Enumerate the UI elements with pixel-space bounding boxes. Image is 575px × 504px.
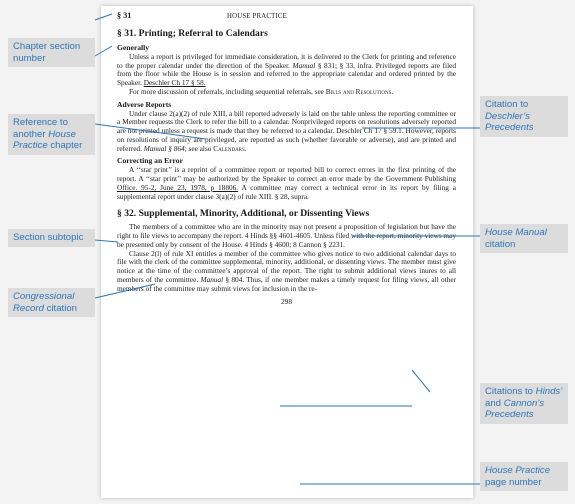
annotation-hinds-cannon-citations: Citations to Hinds’ and Cannon’s Precedents [480,383,568,424]
house-manual-citation: Manual § 864 [143,143,185,153]
chapter-reference: Bills and Resolutions. [325,86,394,96]
subtopic-adverse-reports: Adverse Reports [117,99,172,109]
header-section-number: § 31 [117,11,132,20]
leader-line-chapter-section [95,14,112,20]
subtopic-correcting-error: Correcting an Error [117,156,183,166]
annotation-house-manual-citation: House Manual citation [480,224,568,253]
annotation-deschler-citation: Citation to Deschler’s Precedents [480,96,568,137]
paragraph: Under clause 2(a)(2) of rule XIII, a bill reported adversely is laid on the table unless the reporting committee or a Member requests the Clerk to refer the bill to a calendar. Nonprivileged reports on resolutions adversely reported are not printed unless a request is made that they be referred to a calendar. Deschler Ch 17 § 59.1. However, reports on resolutions of inquiry are privileged, are reported as such (whether favorable or adverse), and are printed and referred. Manual § 864; see also Calendars. [117,108,456,153]
leader-line-cong-record [95,284,155,298]
header-running-title: HOUSE PRACTICE [227,13,288,20]
paragraph: Clause 2(l) of rule XI entitles a member of the committee who gives notice to two additional calendar days to file with the clerk of the committee supplemental, minority, additional, or dissenting views. The member must give notice at the time of the committee’s approval of the report. The right to submit additional views inures to all members of the committee. Manual § 804. Thus, if one member makes a timely request for filing views, all other members of the committee may submit views for inclusion in the re- [117,248,456,293]
annotation-page-number: House Practice page number [480,462,568,491]
section-32-title: § 32. Supplemental, Minority, Additional, or Dissenting Views [117,208,370,220]
deschler-citation: Deschler Ch 17 § 58. [143,78,206,87]
annotation-section-subtopic: Section subtopic [8,229,95,247]
leader-line-reference [95,124,206,139]
annotation-chapter-section-number: Chapter section number [8,38,95,67]
leader-line-hinds-a [412,370,430,392]
leader-line-chapter-section-2 [95,46,112,56]
paragraph: Unless a report is privileged for immediate consideration, it is delivered to the Clerk for printing and reference to the proper calendar under the direction of the Speaker. Manual § 831; § 33, infra. Privileged reports are filed from the floor while the House is in session and referred to the appropriate calendar and ordered printed by the Speaker. Deschler Ch 17 § 58. [117,51,456,87]
congressional-record-citation: Office. 95-2, June 23, 1978, p 18806. [117,182,239,192]
paragraph: The members of a committee who are in the minority may not present a proposition of legislation but have the right to file views to accompany the report. 4 Hinds §§ 4601-4605. Unless filed with the report, minority views may be presented only by consent of the House. 4 Hinds § 4600; 8 Cannon § 2231. [117,222,456,249]
paragraph: For more discussion of referrals, including sequential referrals, see Bills and Resolutions. [129,86,394,96]
annotation-congressional-record: Congressional Record citation [8,288,95,317]
page-number: 298 [281,297,292,307]
subtopic-generally: Generally [117,42,150,52]
leader-line-subtopic [95,240,118,242]
section-31-title: § 31. Printing; Referral to Calendars [117,27,268,39]
annotation-reference-chapter: Reference to another House Practice chapter [8,114,95,155]
paragraph: A ‘‘star print’’ is a reprint of a committee report or reported bill to correct errors in the first printing of the report. A ‘‘star print’’ may be authorized by the Speaker to correct an error made by the Government Publishing Office. 95-2, June 23, 1978, p 18806. A committee may correct a technical error in its report by filing a supplemental report under clause 3(a)(2) of rule XIII. § 28, supra. [117,165,456,201]
